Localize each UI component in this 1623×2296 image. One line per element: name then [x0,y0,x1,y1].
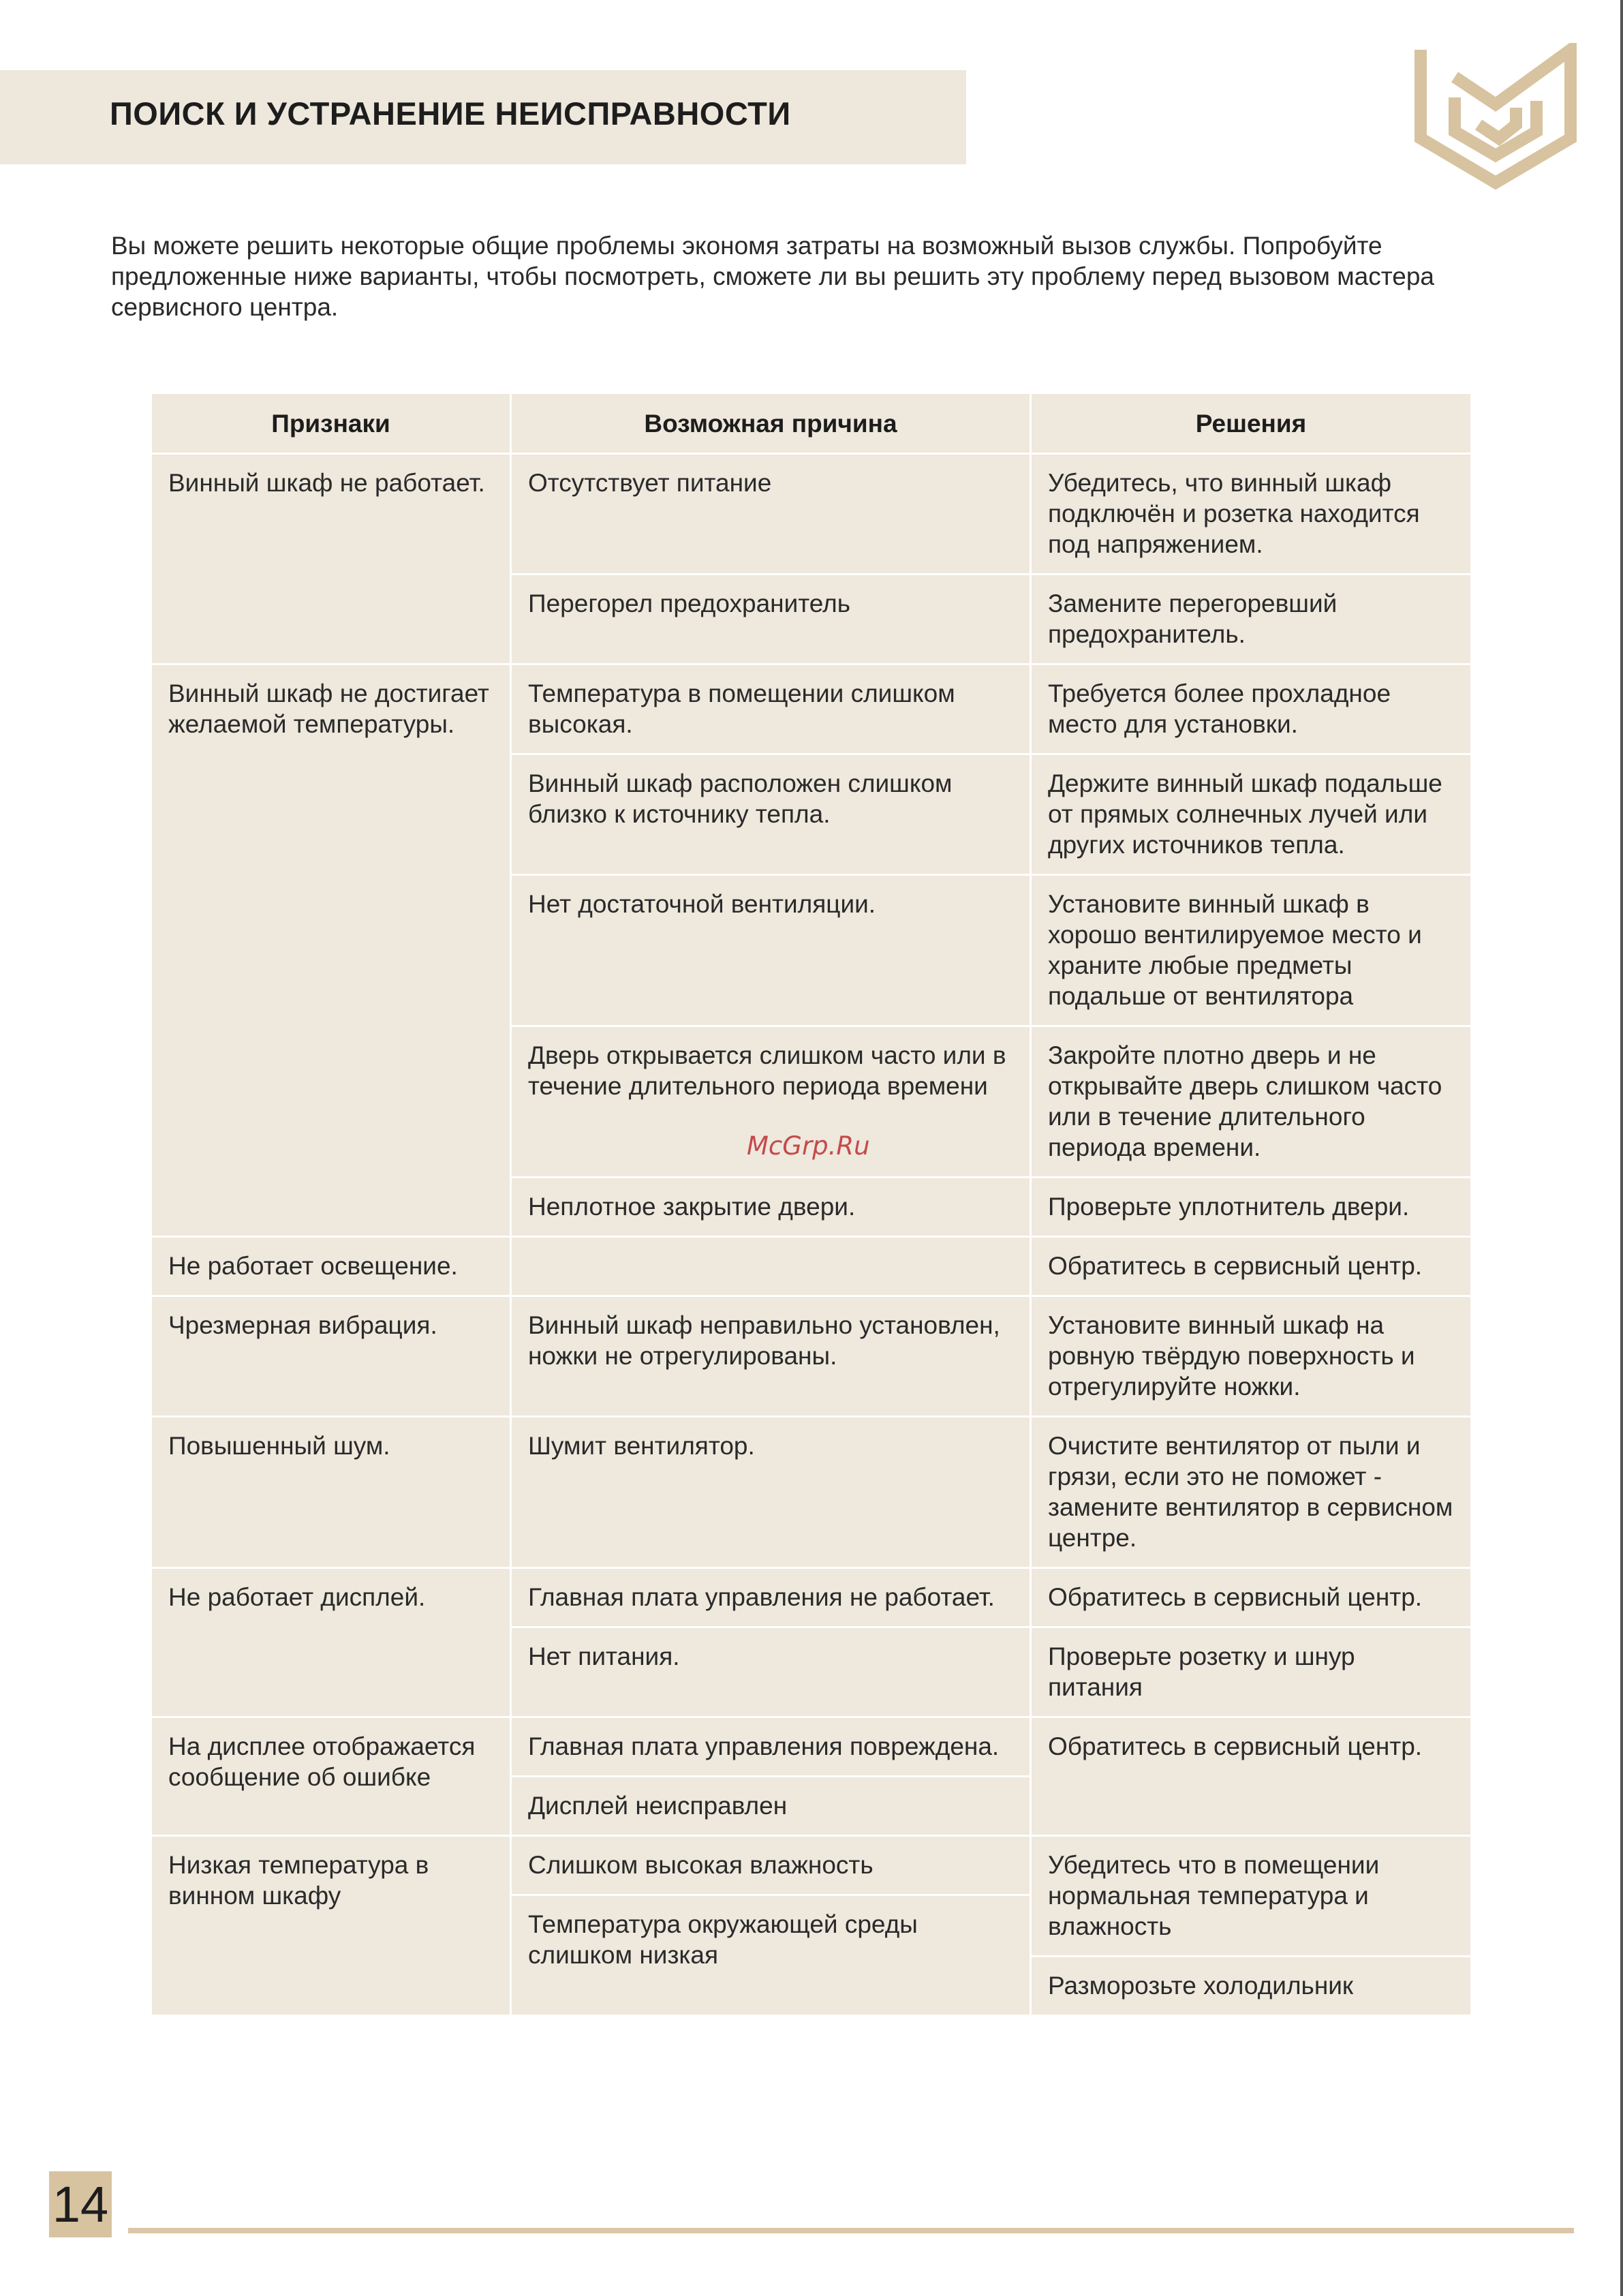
cause-cell: Винный шкаф неправильно установлен, ножки не отрегулированы. [511,1296,1031,1417]
cause-cell: Отсутствует питание [511,454,1031,575]
solution-cell: Обратитесь в сервисный центр. [1031,1237,1472,1296]
solution-cell: Обратитесь в сервисный центр. [1031,1717,1472,1836]
brand-logo-icon [1414,43,1577,189]
symptom-cell: Винный шкаф не работает. [151,454,511,664]
column-header-cause: Возможная причина [511,393,1031,454]
solution-cell: Проверьте розетку и шнур питания [1031,1627,1472,1717]
symptom-cell: Чрезмерная вибрация. [151,1296,511,1417]
table-row [151,1568,1472,1627]
cause-cell: Шумит вентилятор. [511,1417,1031,1568]
watermark: McGrp.Ru [747,1131,870,1161]
table-header-row [151,393,1472,454]
cause-cell: Дисплей неисправлен [511,1777,1031,1836]
solution-cell: Обратитесь в сервисный центр. [1031,1568,1472,1627]
solution-cell: Разморозьте холодильник [1031,1957,1472,2016]
solution-cell: Требуется более прохладное место для установки. [1031,664,1472,754]
table-row [151,454,1472,575]
solution-cell: Замените перегоревший предохранитель. [1031,575,1472,664]
symptom-cell: На дисплее отображается сообщение об ошибке [151,1717,511,1836]
cause-cell: Нет питания. [511,1627,1031,1717]
cause-cell: Слишком высокая влажность [511,1836,1031,1895]
solution-cell: Закройте плотно дверь и не открывайте дверь слишком часто или в течение длительного периода времени. [1031,1026,1472,1178]
cause-cell [511,1237,1031,1296]
symptom-cell: Не работает дисплей. [151,1568,511,1717]
solution-cell: Проверьте уплотнитель двери. [1031,1178,1472,1237]
table-row [151,1836,1472,1895]
solution-cell: Установите винный шкаф на ровную твёрдую поверхность и отрегулируйте ножки. [1031,1296,1472,1417]
solution-cell: Держите винный шкаф подальше от прямых солнечных лучей или других источников тепла. [1031,754,1472,875]
cause-cell: Температура в помещении слишком высокая. [511,664,1031,754]
symptom-cell: Повышенный шум. [151,1417,511,1568]
symptom-cell: Винный шкаф не достигает желаемой температуры. [151,664,511,1237]
page-number: 14 [49,2171,112,2237]
cause-cell: Главная плата управления не работает. [511,1568,1031,1627]
troubleshooting-table [150,392,1472,2017]
footer-divider [128,2228,1574,2233]
cause-cell: Дверь открывается слишком часто или в течение длительного периода времени [511,1026,1031,1178]
solution-cell: Убедитесь что в помещении нормальная температура и влажность [1031,1836,1472,1957]
cause-cell: Винный шкаф расположен слишком близко к источнику тепла. [511,754,1031,875]
table-row [151,1417,1472,1568]
intro-paragraph: Вы можете решить некоторые общие проблемы экономя затраты на возможный вызов службы. Попробуйте предложенные ниже варианты, чтобы посмотреть, сможете ли вы решить эту проблему перед вызовом мастера сервисного центра. [111,232,1434,321]
cause-cell: Неплотное закрытие двери. [511,1178,1031,1237]
column-header-solutions: Решения [1031,393,1472,454]
page-title: ПОИСК И УСТРАНЕНИЕ НЕИСПРАВНОСТИ [110,95,791,132]
solution-cell: Установите винный шкаф в хорошо вентилируемое место и храните любые предметы подальше от вентилятора [1031,875,1472,1026]
symptom-cell: Низкая температура в винном шкафу [151,1836,511,2016]
cause-cell: Перегорел предохранитель [511,575,1031,664]
table-row [151,664,1472,754]
cause-cell: Температура окружающей среды слишком низкая [511,1895,1031,2016]
cause-cell: Главная плата управления повреждена. [511,1717,1031,1777]
page-edge-rule [1620,0,1623,2296]
table-row [151,1717,1472,1777]
solution-cell: Очистите вентилятор от пыли и грязи, если это не поможет - замените вентилятор в сервисном центре. [1031,1417,1472,1568]
column-header-symptoms: Признаки [151,393,511,454]
cause-cell: Нет достаточной вентиляции. [511,875,1031,1026]
table-row [151,1237,1472,1296]
solution-cell: Убедитесь, что винный шкаф подключён и розетка находится под напряжением. [1031,454,1472,575]
symptom-cell: Не работает освещение. [151,1237,511,1296]
table-row [151,1296,1472,1417]
